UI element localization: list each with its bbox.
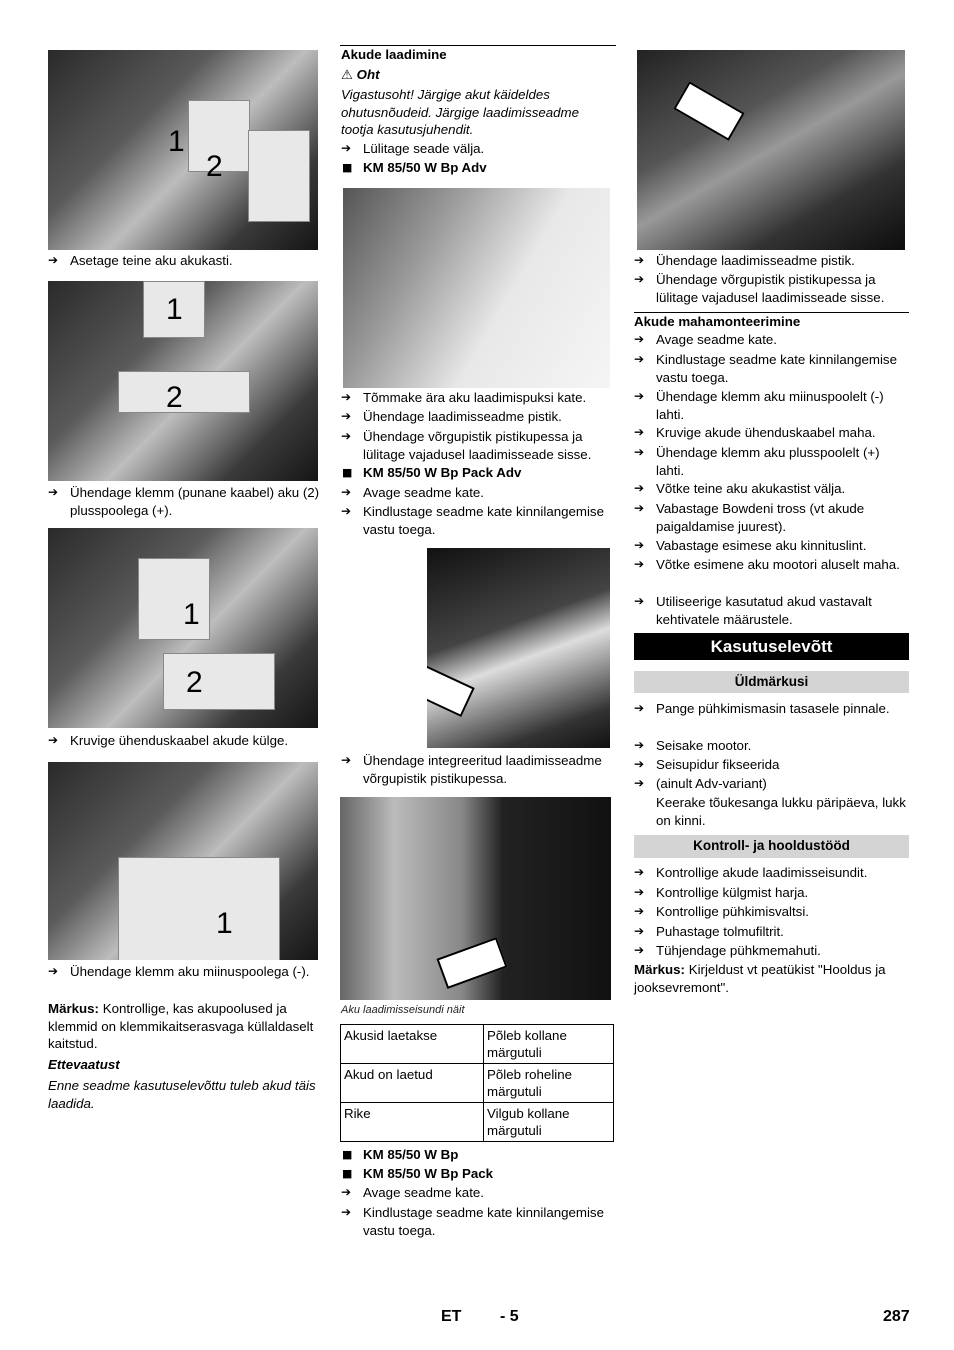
step-item (341, 428, 615, 463)
step-text: Võtke teine aku akukastist välja. (656, 481, 846, 496)
arrow-right-icon: ➔ (48, 964, 59, 978)
warning-heading (341, 66, 380, 85)
step-item (634, 500, 911, 535)
section-page-number: - 5 (500, 1308, 519, 1325)
step-text: Kruvige ühenduskaabel akude külge. (70, 733, 289, 748)
step-item (634, 942, 911, 960)
step-text: Avage seadme kate. (363, 1185, 484, 1200)
step-text: Kindlustage seadme kate kinnilangemise vastu toega. (656, 352, 897, 385)
model-name: KM 85/50 W Bp Pack (363, 1166, 494, 1181)
table-cell: Põleb roheline märgutuli (484, 1064, 614, 1103)
step-item (634, 331, 911, 349)
photo-charge-indicator (340, 797, 611, 1000)
step-text: Kontrollige külgmist harja. (656, 885, 809, 900)
arrow-right-icon: ➔ (48, 253, 59, 267)
table-row (341, 1025, 614, 1064)
step-detail: Keerake tõukesanga lukku päripäeva, lukk on kinni. (656, 795, 906, 828)
step-item (341, 1204, 615, 1239)
table-row (341, 1103, 614, 1142)
step-text: Ühendage laadimisseadme pistik. (363, 409, 562, 424)
footer-language: ET (441, 1308, 462, 1325)
table-cell: Põleb kollane märgutuli (484, 1025, 614, 1064)
arrow-right-icon: ➔ (341, 390, 352, 404)
arrow-right-icon: ➔ (634, 738, 645, 752)
callout-label: 1 (216, 907, 233, 940)
table-cell: Akusid laetakse (341, 1025, 484, 1064)
step-text: Vabastage Bowdeni tross (vt akude paigaldamise juurest). (656, 501, 865, 534)
footer-page-number: 287 (883, 1308, 910, 1325)
step-item (341, 752, 615, 787)
step-item (634, 593, 911, 628)
step-text: Seisupidur fikseerida (656, 757, 780, 772)
note-label: Märkus: (48, 1001, 99, 1016)
step-item (634, 351, 911, 386)
step-text: Ühendage laadimisseadme pistik. (656, 253, 855, 268)
step-text: Pange pühkimismasin tasasele pinnale. (656, 701, 890, 716)
step-item (634, 424, 911, 442)
note-text: Kontrollige, kas akupoolused ja klemmid on klemmikaitserasvaga küllaldaselt kaitstud. (48, 1001, 314, 1051)
square-bullet-icon: ■ (342, 1148, 353, 1161)
step-item (341, 408, 615, 426)
step-text: Kindlustage seadme kate kinnilangemise vastu toega. (363, 504, 604, 537)
arrow-right-icon: ➔ (341, 504, 352, 518)
arrow-right-icon: ➔ (634, 924, 645, 938)
step-text: Avage seadme kate. (656, 332, 777, 347)
note-text: Kirjeldust vt peatükist "Hooldus ja jooksevremont". (634, 962, 886, 995)
step-text: Tühjendage pühkmemahuti. (656, 943, 821, 958)
figure-caption: Aku laadimisseisundi näit (341, 1004, 465, 1016)
photo-connection-cable (48, 528, 318, 728)
step-text: Utiliseerige kasutatud akud vastavalt kehtivatele määrustele. (656, 594, 872, 627)
step-item (341, 484, 615, 502)
model-name: KM 85/50 W Bp Adv (363, 160, 487, 175)
charge-status-table (340, 1024, 614, 1142)
note (48, 1000, 320, 1053)
step-text: Asetage teine aku akukasti. (70, 253, 233, 268)
step-item (48, 963, 320, 981)
callout-label: 1 (183, 598, 200, 631)
warning-text: Vigastusoht! Järgige akut käideldes ohutusnõudeid. Järgige laadimisseadme tootja kasutusjuhendit. (341, 87, 580, 137)
step-text: Kindlustage seadme kate kinnilangemise vastu toega. (363, 1205, 604, 1238)
arrow-right-icon: ➔ (48, 485, 59, 499)
step-text: Tõmmake ära aku laadimispuksi kate. (363, 390, 587, 405)
arrow-right-icon: ➔ (634, 253, 645, 267)
step-text: Võtke esimene aku mootori aluselt maha. (656, 557, 900, 572)
step-text: Ühendage võrgupistik pistikupessa ja lülitage vajadusel laadimisseade sisse. (656, 272, 885, 305)
step-item (634, 864, 911, 882)
step-text: Kontrollige pühkimisvaltsi. (656, 904, 809, 919)
model-name: KM 85/50 W Bp Pack Adv (363, 465, 522, 480)
arrow-right-icon: ➔ (634, 445, 645, 459)
callout-label: 2 (166, 381, 183, 414)
step-item (634, 923, 911, 941)
arrow-right-icon: ➔ (634, 904, 645, 918)
step-item (634, 775, 911, 793)
subsection-heading: Kontroll- ja hooldustööd (634, 835, 909, 858)
arrow-right-icon: ➔ (634, 757, 645, 771)
arrow-right-icon: ➔ (634, 557, 645, 571)
note-label: Märkus: (634, 962, 685, 977)
arrow-right-icon: ➔ (341, 409, 352, 423)
step-item (48, 732, 320, 750)
callout-label: 2 (186, 666, 203, 699)
model-item (341, 1146, 615, 1164)
arrow-right-icon: ➔ (634, 425, 645, 439)
table-cell: Akud on laetud (341, 1064, 484, 1103)
chapter-banner: Kasutuselevõtt (634, 633, 909, 660)
step-item (634, 903, 911, 921)
step-item (341, 1184, 615, 1202)
step-text: Ühendage klemm aku miinuspoolelt (-) lahti. (656, 389, 884, 422)
step-item (341, 503, 615, 538)
arrow-right-icon: ➔ (634, 272, 645, 286)
step-item (634, 737, 911, 755)
step-item (634, 252, 911, 270)
footer-section-page (500, 1308, 519, 1326)
arrow-right-icon: ➔ (634, 501, 645, 515)
caution-text: Enne seadme kasutuselevõttu tuleb akud täis laadida. (48, 1078, 316, 1111)
step-item (634, 271, 911, 306)
step-text: Ühendage võrgupistik pistikupessa ja lülitage vajadusel laadimisseade sisse. (363, 429, 592, 462)
step-item (634, 388, 911, 423)
step-text: Puhastage tolmufiltrit. (656, 924, 784, 939)
step-text: Ühendage klemm aku miinuspoolega (-). (70, 964, 310, 979)
arrow-right-icon: ➔ (634, 538, 645, 552)
arrow-right-icon: ➔ (341, 1185, 352, 1199)
step-item (48, 484, 320, 519)
photo-charger-plug (637, 50, 905, 250)
step-item (341, 140, 615, 158)
step-item (634, 480, 911, 498)
callout-label: 2 (206, 150, 223, 183)
section-heading: Akude mahamonteerimine (634, 314, 801, 329)
step-text: Kontrollige akude laadimisseisundit. (656, 865, 868, 880)
note (634, 961, 912, 996)
arrow-right-icon: ➔ (634, 594, 645, 608)
photo-battery-insert (48, 50, 318, 250)
arrow-right-icon: ➔ (634, 885, 645, 899)
step-text: Ühendage klemm (punane kaabel) aku (2) plusspoolega (+). (70, 485, 320, 518)
arrow-right-icon: ➔ (634, 943, 645, 957)
step-text: (ainult Adv-variant) (656, 776, 767, 791)
arrow-right-icon: ➔ (634, 701, 645, 715)
warning-title: Oht (356, 67, 380, 82)
step-text: Kruvige akude ühenduskaabel maha. (656, 425, 876, 440)
step-item (634, 884, 911, 902)
step-text: Vabastage esimese aku kinnituslint. (656, 538, 867, 553)
model-item (341, 159, 615, 177)
arrow-right-icon: ➔ (341, 429, 352, 443)
step-item (48, 252, 320, 270)
square-bullet-icon: ■ (342, 161, 353, 174)
model-name: KM 85/50 W Bp (363, 1147, 459, 1162)
step-item (634, 556, 911, 574)
step-text: Avage seadme kate. (363, 485, 484, 500)
table-cell: Vilgub kollane märgutuli (484, 1103, 614, 1142)
arrow-right-icon: ➔ (341, 753, 352, 767)
callout-label: 1 (166, 293, 183, 326)
arrow-right-icon: ➔ (634, 481, 645, 495)
photo-battery-minus (48, 762, 318, 960)
step-text: Ühendage klemm aku plusspoolelt (+) lahti. (656, 445, 880, 478)
square-bullet-icon: ■ (342, 466, 353, 479)
caution-title: Ettevaatust (48, 1057, 120, 1072)
step-text: Ühendage integreeritud laadimisseadme võrgupistik pistikupessa. (363, 753, 602, 786)
square-bullet-icon: ■ (342, 1167, 353, 1180)
model-item (341, 464, 615, 482)
arrow-right-icon: ➔ (341, 485, 352, 499)
subsection-heading: Üldmärkusi (634, 671, 909, 693)
step-item (634, 700, 911, 718)
arrow-right-icon: ➔ (634, 389, 645, 403)
arrow-right-icon: ➔ (48, 733, 59, 747)
photo-integrated-charger (427, 548, 610, 748)
arrow-right-icon: ➔ (634, 352, 645, 366)
step-item (341, 389, 615, 407)
arrow-right-icon: ➔ (341, 1205, 352, 1219)
section-heading: Akude laadimine (341, 47, 447, 62)
step-text: Seisake mootor. (656, 738, 752, 753)
step-item (634, 444, 911, 479)
photo-battery-plus (48, 281, 318, 481)
step-text: Lülitage seade välja. (363, 141, 485, 156)
table-row (341, 1064, 614, 1103)
step-item (634, 756, 911, 774)
table-cell: Rike (341, 1103, 484, 1142)
model-item (341, 1165, 615, 1183)
arrow-right-icon: ➔ (634, 865, 645, 879)
arrow-right-icon: ➔ (634, 776, 645, 790)
arrow-right-icon: ➔ (634, 332, 645, 346)
warning-triangle-icon: ⚠ (341, 68, 353, 83)
arrow-right-icon: ➔ (341, 141, 352, 155)
photo-charging-socket (343, 188, 610, 388)
callout-label: 1 (168, 125, 185, 158)
step-item (634, 537, 911, 555)
